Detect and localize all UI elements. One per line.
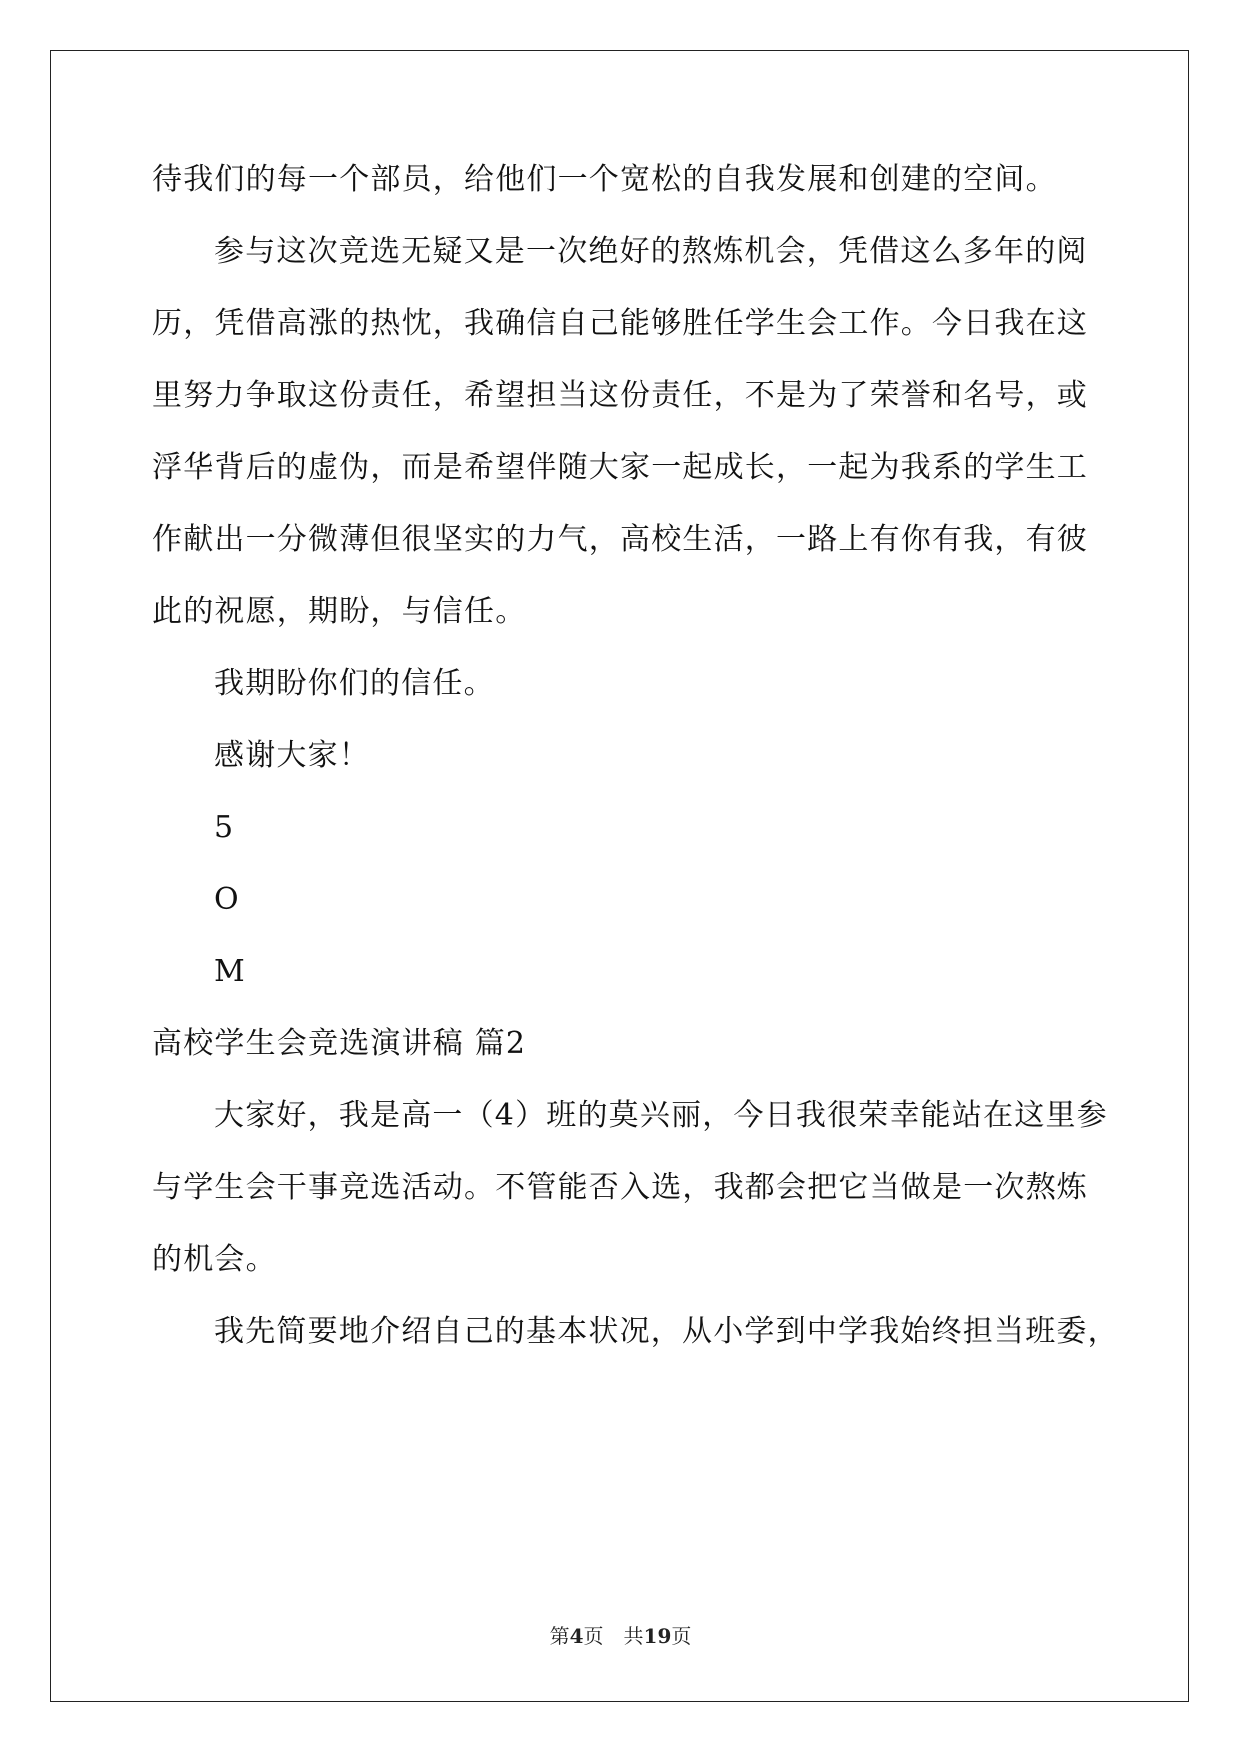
footer-total-prefix: 共	[623, 1624, 644, 1648]
paragraph-line: 5	[214, 810, 235, 845]
paragraph-line: 感谢大家！	[214, 738, 370, 773]
paragraph-line: 我期盼你们的信任。	[214, 666, 495, 701]
paragraph-line: M	[214, 954, 246, 989]
paragraph-line: 参与这次竞选无疑又是一次绝好的熬炼机会，凭借这么多年的阅	[214, 234, 1088, 269]
text-line: 历，凭借高涨的热忱，我确信自己能够胜任学生会工作。今日我在这	[152, 306, 1088, 341]
paragraph-line: O	[214, 882, 240, 917]
text-line: 作献出一分微薄但很坚实的力气，高校生活，一路上有你有我，有彼	[152, 522, 1088, 557]
text-line: 的机会。	[152, 1242, 277, 1277]
text-line: 里努力争取这份责任，希望担当这份责任，不是为了荣誉和名号，或	[152, 378, 1088, 413]
text-line: 待我们的每一个部员，给他们一个宽松的自我发展和创建的空间。	[152, 162, 1057, 197]
page-frame	[50, 50, 1189, 1702]
page-footer	[0, 1624, 1241, 1648]
section-title: 高校学生会竞选演讲稿 篇2	[152, 1026, 527, 1061]
footer-total-suffix: 页	[671, 1624, 692, 1648]
total-pages: 19	[643, 1624, 672, 1648]
text-line: 此的祝愿，期盼，与信任。	[152, 594, 527, 629]
paragraph-line: 我先简要地介绍自己的基本状况，从小学到中学我始终担当班委，	[214, 1314, 1119, 1349]
text-line: 浮华背后的虚伪，而是希望伴随大家一起成长，一起为我系的学生工	[152, 450, 1088, 485]
footer-prefix: 第	[549, 1624, 570, 1648]
paragraph-line: 大家好，我是高一（4）班的莫兴丽，今日我很荣幸能站在这里参	[214, 1098, 1108, 1133]
footer-page-suffix: 页	[583, 1624, 604, 1648]
text-line: 与学生会干事竞选活动。不管能否入选，我都会把它当做是一次熬炼	[152, 1170, 1088, 1205]
page-number: 4	[569, 1624, 584, 1648]
